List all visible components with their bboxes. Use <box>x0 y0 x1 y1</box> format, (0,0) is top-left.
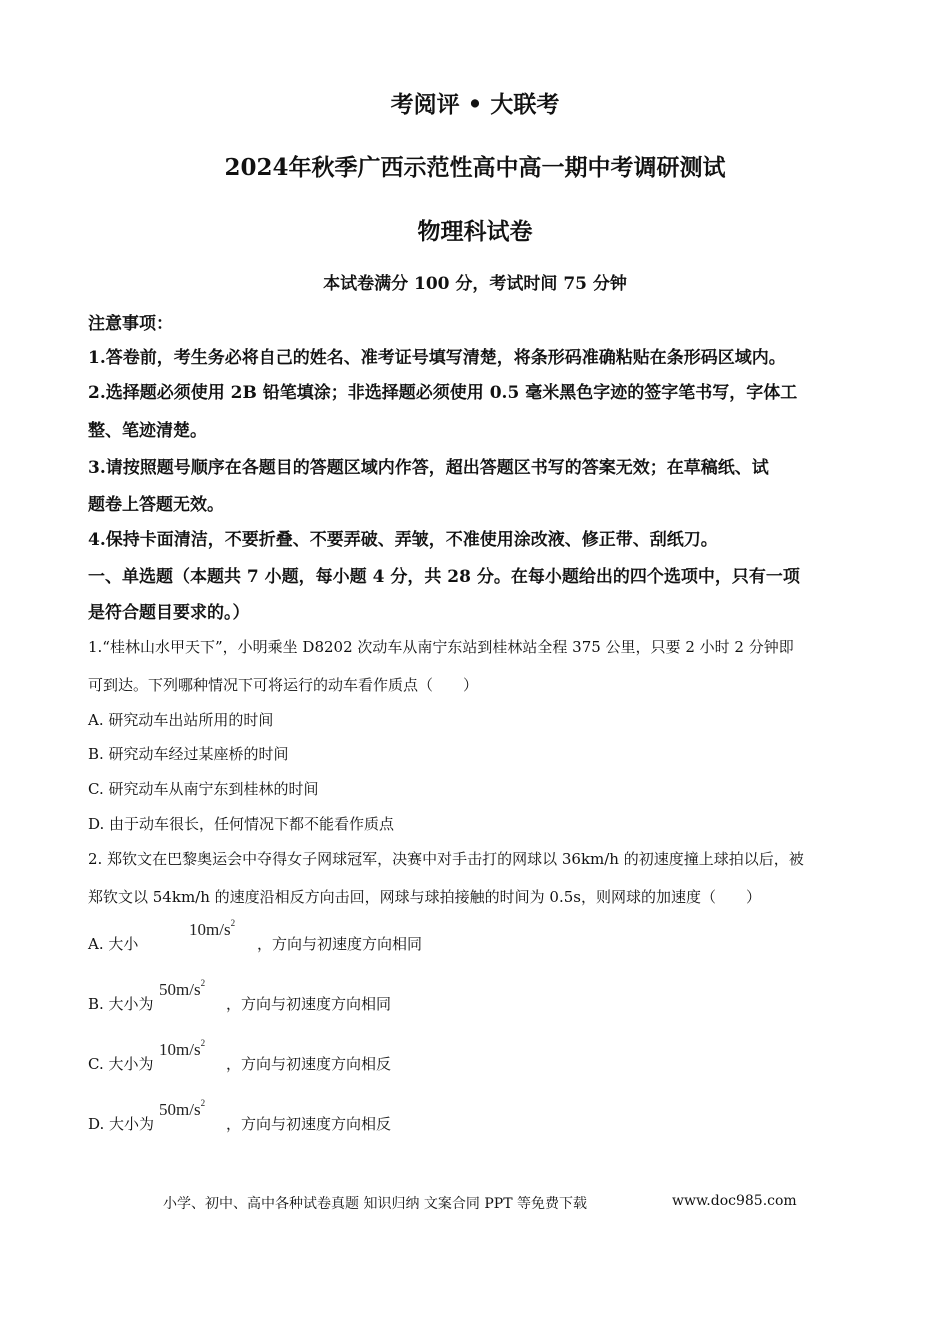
q2-option-c-value: 10m/s <box>159 1040 201 1059</box>
q2-option-a-suffix: ，方向与初速度方向相同 <box>257 935 423 953</box>
q2-option-c-suffix: ，方向与初速度方向相反 <box>226 1055 392 1073</box>
exam-title: 2024年秋季广西示范性高中高一期中考调研测试 <box>224 154 726 181</box>
q1-option-a: A. 研究动车出站所用的时间 <box>88 711 274 729</box>
notice-item-2-line-1: 2.选择题必须使用 2B 铅笔填涂；非选择题必须使用 0.5 毫米黑色字迹的签字笔书写，字体工 <box>88 383 798 403</box>
q2-option-d-value: 50m/s <box>159 1100 201 1119</box>
q2-option-a-prefix: A. 大小 <box>88 935 139 953</box>
q1-option-d: D. 由于动车很长，任何情况下都不能看作质点 <box>88 815 395 833</box>
q2-option-d-formula <box>159 1100 205 1120</box>
section-heading-line-2: 是符合题目要求的。） <box>88 603 250 623</box>
q2-option-c-formula <box>159 1040 205 1060</box>
q2-option-a-formula <box>189 920 235 940</box>
notice-item-2-line-2: 整、笔迹清楚。 <box>88 421 207 441</box>
paper-title: 物理科试卷 <box>417 218 533 245</box>
footer-text: 小学、初中、高中各种试卷真题 知识归纳 文案合同 PPT 等免费下载 <box>163 1196 587 1212</box>
q1-option-b: B. 研究动车经过某座桥的时间 <box>88 745 289 763</box>
notice-item-3-line-2: 题卷上答题无效。 <box>88 495 224 515</box>
notice-heading: 注意事项： <box>88 314 173 334</box>
q2-option-b-formula <box>159 980 205 1000</box>
notice-item-1: 1.答卷前，考生务必将自己的姓名、准考证号填写清楚，将条形码准确粘贴在条形码区域内。 <box>88 348 786 368</box>
q2-option-d-suffix: ，方向与初速度方向相反 <box>226 1115 392 1133</box>
q1-stem-line-1: 1.“桂林山水甲天下”，小明乘坐 D8202 次动车从南宁东站到桂林站全程 375 公里，只要 2 小时 2 分钟即 <box>88 638 794 656</box>
q2-option-d-exponent: 2 <box>200 1098 206 1108</box>
notice-item-3-line-1: 3.请按照题号顺序在各题目的答题区域内作答，超出答题区书写的答案无效；在草稿纸、试 <box>88 458 769 478</box>
q2-option-c-prefix: C. 大小为 <box>88 1055 154 1073</box>
q1-stem-line-2: 可到达。下列哪种情况下可将运行的动车看作质点（ ） <box>88 676 479 694</box>
q2-option-b-suffix: ，方向与初速度方向相同 <box>226 995 392 1013</box>
q1-option-c: C. 研究动车从南宁东到桂林的时间 <box>88 780 319 798</box>
q2-option-b-prefix: B. 大小为 <box>88 995 154 1013</box>
notice-item-4: 4.保持卡面清洁，不要折叠、不要弄破、弄皱，不准使用涂改液、修正带、刮纸刀。 <box>88 530 718 550</box>
q2-option-c-exponent: 2 <box>200 1038 206 1048</box>
q2-stem-line-2: 郑钦文以 54km/h 的速度沿相反方向击回，网球与球拍接触的时间为 0.5s，则网球的加速度（ ） <box>88 888 761 906</box>
q2-option-b-value: 50m/s <box>159 980 201 999</box>
q2-option-a-value: 10m/s <box>189 920 231 939</box>
section-heading-line-1: 一、单选题（本题共 7 小题，每小题 4 分，共 28 分。在每小题给出的四个选项中，只有一项 <box>88 567 800 587</box>
brand-title: 考阅评 • 大联考 <box>390 91 560 118</box>
q2-option-b-exponent: 2 <box>200 978 206 988</box>
q2-option-d-prefix: D. 大小为 <box>88 1115 155 1133</box>
footer-site-link[interactable]: www.doc985.com <box>672 1193 797 1209</box>
q2-option-a-exponent: 2 <box>230 918 236 928</box>
q2-stem-line-1: 2. 郑钦文在巴黎奥运会中夺得女子网球冠军，决赛中对手击打的网球以 36km/h 的初速度撞上球拍以后，被 <box>88 850 804 868</box>
exam-subtitle: 本试卷满分 100 分，考试时间 75 分钟 <box>323 274 627 294</box>
